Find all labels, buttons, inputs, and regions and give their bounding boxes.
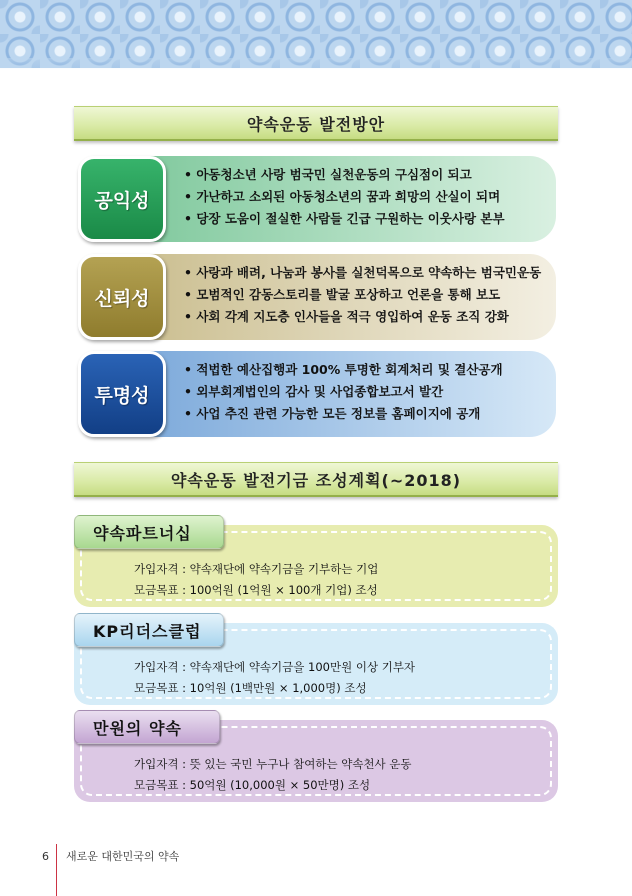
list-item: • 외부회계법인의 감사 및 사업종합보고서 발간 [184,381,503,403]
pattern-fade [0,58,632,70]
list-item: • 당장 도움이 절실한 사람들 긴급 구원하는 이웃사랑 본부 [184,208,505,230]
plan-leaders-club [74,613,558,705]
principle-list [184,359,503,425]
principle-list [184,164,505,230]
plan-qualification: 가입자격 : 뜻 있는 국민 누구나 참여하는 약속천사 운동 [134,757,412,771]
plan-details [134,657,415,699]
principle-public-interest [78,156,556,242]
principle-badge: 투명성 [78,351,166,437]
plan-details [134,559,378,601]
principle-badge: 공익성 [78,156,166,242]
principle-badge: 신뢰성 [78,254,166,340]
principle-transparency [78,351,556,437]
list-item: • 사회 각계 지도층 인사들을 적극 영입하여 운동 조직 강화 [184,306,541,328]
section-title-fund-plan: 약속운동 발전기금 조성계획(~2018) [74,462,558,497]
plan-goal: 모금목표 : 10억원 (1백만원 × 1,000명) 조성 [134,681,367,695]
plan-title: 만원의 약속 [74,710,220,744]
principle-list [184,262,541,328]
plan-ten-thousand-won [74,710,558,802]
page-footer [42,848,179,864]
footer-title: 새로운 대한민국의 약속 [66,850,180,863]
plan-goal: 모금목표 : 50억원 (10,000원 × 50만명) 조성 [134,778,371,792]
plan-title: KP리더스클럽 [74,613,224,647]
section-title-development-plan: 약속운동 발전방안 [74,106,558,141]
list-item: • 아동청소년 사랑 범국민 실천운동의 구심점이 되고 [184,164,505,186]
plan-qualification: 가입자격 : 약속재단에 약속기금을 기부하는 기업 [134,562,379,576]
plan-partnership [74,515,558,607]
page-number: 6 [42,849,49,863]
footer-divider [56,844,57,896]
plan-details [134,754,412,796]
list-item: • 모범적인 감동스토리를 발굴 포상하고 언론을 통해 보도 [184,284,541,306]
plan-qualification: 가입자격 : 약속재단에 약속기금을 100만원 이상 기부자 [134,660,416,674]
principle-reliability [78,254,556,340]
list-item: • 사업 추진 관련 가능한 모든 정보를 홈페이지에 공개 [184,403,503,425]
plan-goal: 모금목표 : 100억원 (1억원 × 100개 기업) 조성 [134,583,378,597]
list-item: • 사랑과 배려, 나눔과 봉사를 실천덕목으로 약속하는 범국민운동 [184,262,541,284]
list-item: • 가난하고 소외된 아동청소년의 꿈과 희망의 산실이 되며 [184,186,505,208]
plan-title: 약속파트너십 [74,515,224,549]
list-item: • 적법한 예산집행과 100% 투명한 회계처리 및 결산공개 [184,359,503,381]
